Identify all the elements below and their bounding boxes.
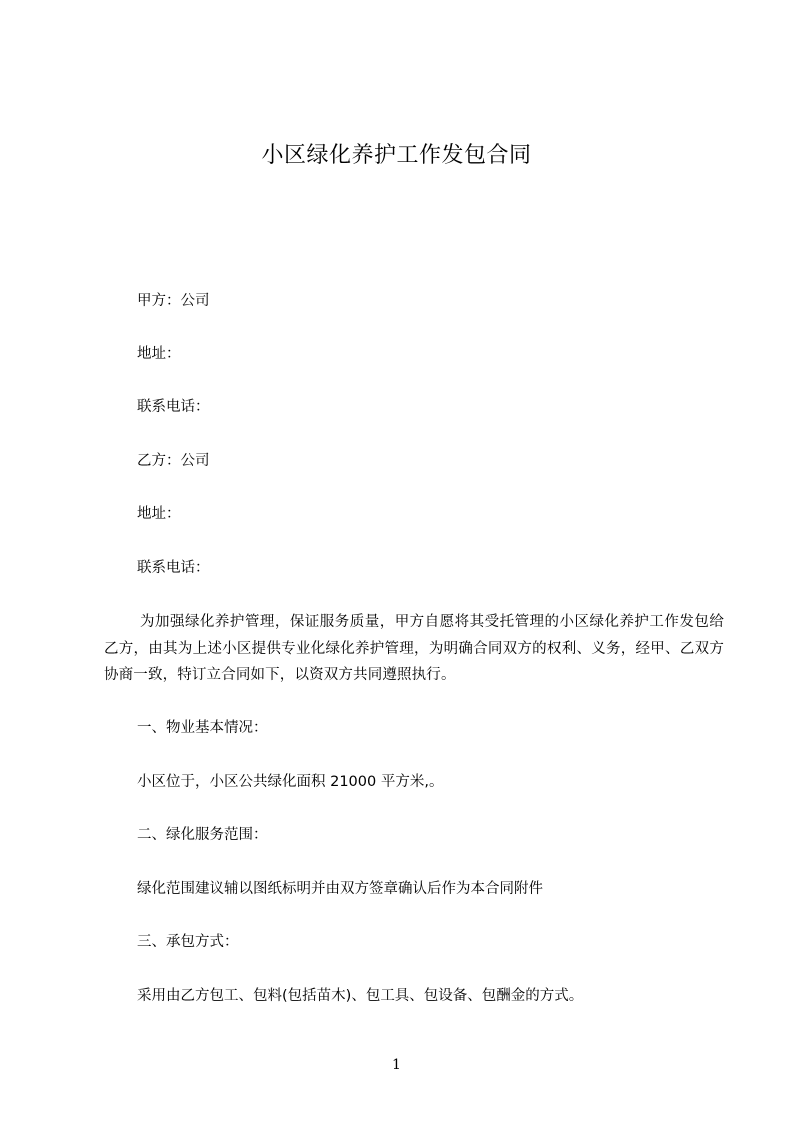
section-1-heading: 一、物业基本情况： xyxy=(137,720,268,736)
party-a-address: 地址： xyxy=(137,346,181,362)
party-b-label: 乙方：公司 xyxy=(137,453,210,469)
page-number: 1 xyxy=(392,1057,401,1073)
party-b-phone: 联系电话： xyxy=(137,560,210,576)
section-1-body: 小区位于，小区公共绿化面积 21000 平方米,。 xyxy=(137,774,444,790)
document-title: 小区绿化养护工作发包合同 xyxy=(261,143,532,168)
section-2-heading: 二、绿化服务范围： xyxy=(137,827,268,843)
party-b-address: 地址： xyxy=(137,506,181,522)
section-2-body: 绿化范围建议辅以图纸标明并由双方签章确认后作为本合同附件 xyxy=(137,881,543,897)
party-a-phone: 联系电话： xyxy=(137,399,210,415)
intro-paragraph: 为加强绿化养护管理，保证服务质量，甲方自愿将其受托管理的小区绿化养护工作发包给乙方，由其为上述小区提供专业化绿化养护管理，为明确合同双方的权利、义务，经甲、乙双方协商一致，特订立合同如下，以资双方共同遵照执行。 xyxy=(104,614,724,683)
party-a-label: 甲方：公司 xyxy=(137,293,210,309)
section-3-body: 采用由乙方包工、包料(包括苗木)、包工具、包设备、包酬金的方式。 xyxy=(137,988,584,1004)
section-3-heading: 三、承包方式： xyxy=(137,934,239,950)
